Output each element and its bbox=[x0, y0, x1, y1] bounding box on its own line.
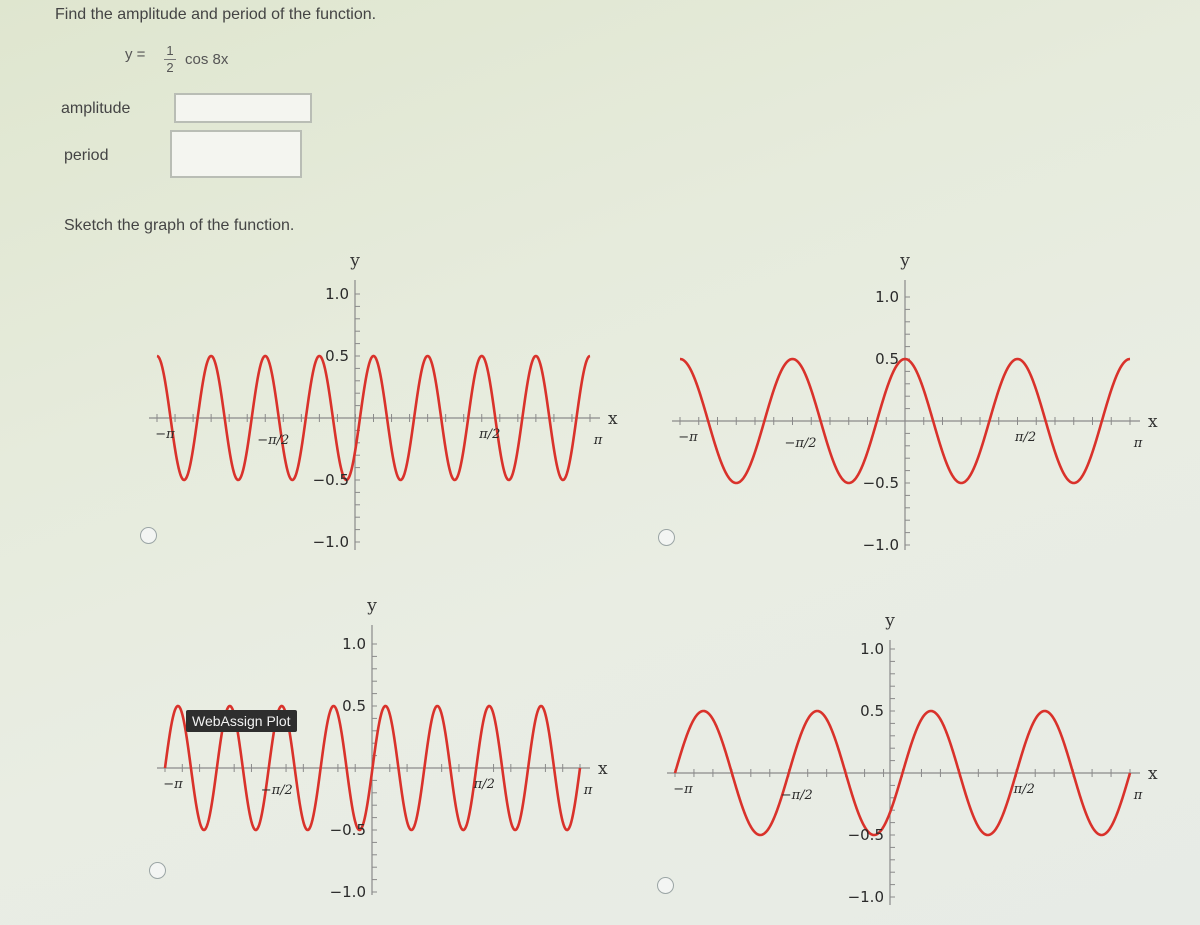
y-tick-label: −0.5 bbox=[329, 821, 366, 839]
y-tick-label: −1.0 bbox=[847, 888, 884, 906]
x-tick-label: −π/2 bbox=[784, 436, 817, 451]
x-tick-label: π bbox=[593, 433, 603, 448]
y-tick-label: 0.5 bbox=[342, 697, 366, 715]
period-label: period bbox=[64, 147, 109, 164]
x-tick-label: −π/2 bbox=[260, 783, 293, 798]
equation-lhs: y = bbox=[125, 46, 146, 63]
y-tick-label: 1.0 bbox=[342, 635, 366, 653]
amplitude-label: amplitude bbox=[61, 100, 131, 117]
y-tick-label: −1.0 bbox=[329, 883, 366, 901]
fraction-denominator: 2 bbox=[166, 60, 174, 75]
y-tick-label: −1.0 bbox=[862, 536, 899, 554]
x-axis-label: x bbox=[1148, 764, 1158, 784]
webassign-plot-tooltip: WebAssign Plot bbox=[186, 710, 297, 732]
x-tick-label: π bbox=[583, 783, 593, 798]
x-axis-label: x bbox=[1148, 412, 1158, 432]
y-axis-label: y bbox=[885, 611, 895, 631]
x-tick-label: −π bbox=[163, 777, 183, 792]
x-tick-label: −π/2 bbox=[780, 788, 813, 803]
y-tick-label: −0.5 bbox=[847, 826, 884, 844]
x-tick-label: −π bbox=[678, 430, 698, 445]
y-tick-label: −1.0 bbox=[312, 533, 349, 551]
y-axis-label: y bbox=[350, 251, 360, 271]
y-tick-label: −0.5 bbox=[312, 471, 349, 489]
x-tick-label: π bbox=[1133, 788, 1143, 803]
x-tick-label: π/2 bbox=[1014, 430, 1037, 445]
x-tick-label: −π bbox=[673, 782, 693, 797]
x-tick-label: π/2 bbox=[473, 777, 495, 792]
x-tick-label: −π bbox=[155, 427, 175, 442]
y-tick-label: 0.5 bbox=[875, 350, 899, 368]
fraction-numerator: 1 bbox=[166, 43, 174, 58]
x-tick-label: π/2 bbox=[479, 427, 501, 442]
y-tick-label: 1.0 bbox=[860, 640, 884, 658]
x-tick-label: π bbox=[1133, 436, 1143, 451]
y-tick-label: −0.5 bbox=[862, 474, 899, 492]
x-tick-label: π/2 bbox=[1013, 782, 1035, 797]
y-tick-label: 1.0 bbox=[875, 288, 899, 306]
y-tick-label: 1.0 bbox=[325, 285, 349, 303]
x-axis-label: x bbox=[598, 759, 608, 779]
y-tick-label: 0.5 bbox=[325, 347, 349, 365]
y-tick-label: 0.5 bbox=[860, 702, 884, 720]
y-axis-label: y bbox=[367, 596, 377, 616]
x-tick-label: −π/2 bbox=[257, 433, 290, 448]
y-axis-label: y bbox=[900, 251, 910, 271]
equation-rest: cos 8x bbox=[185, 51, 229, 68]
sketch-prompt: Sketch the graph of the function. bbox=[64, 217, 295, 234]
question-prompt: Find the amplitude and period of the function. bbox=[55, 6, 377, 23]
x-axis-label: x bbox=[608, 409, 618, 429]
